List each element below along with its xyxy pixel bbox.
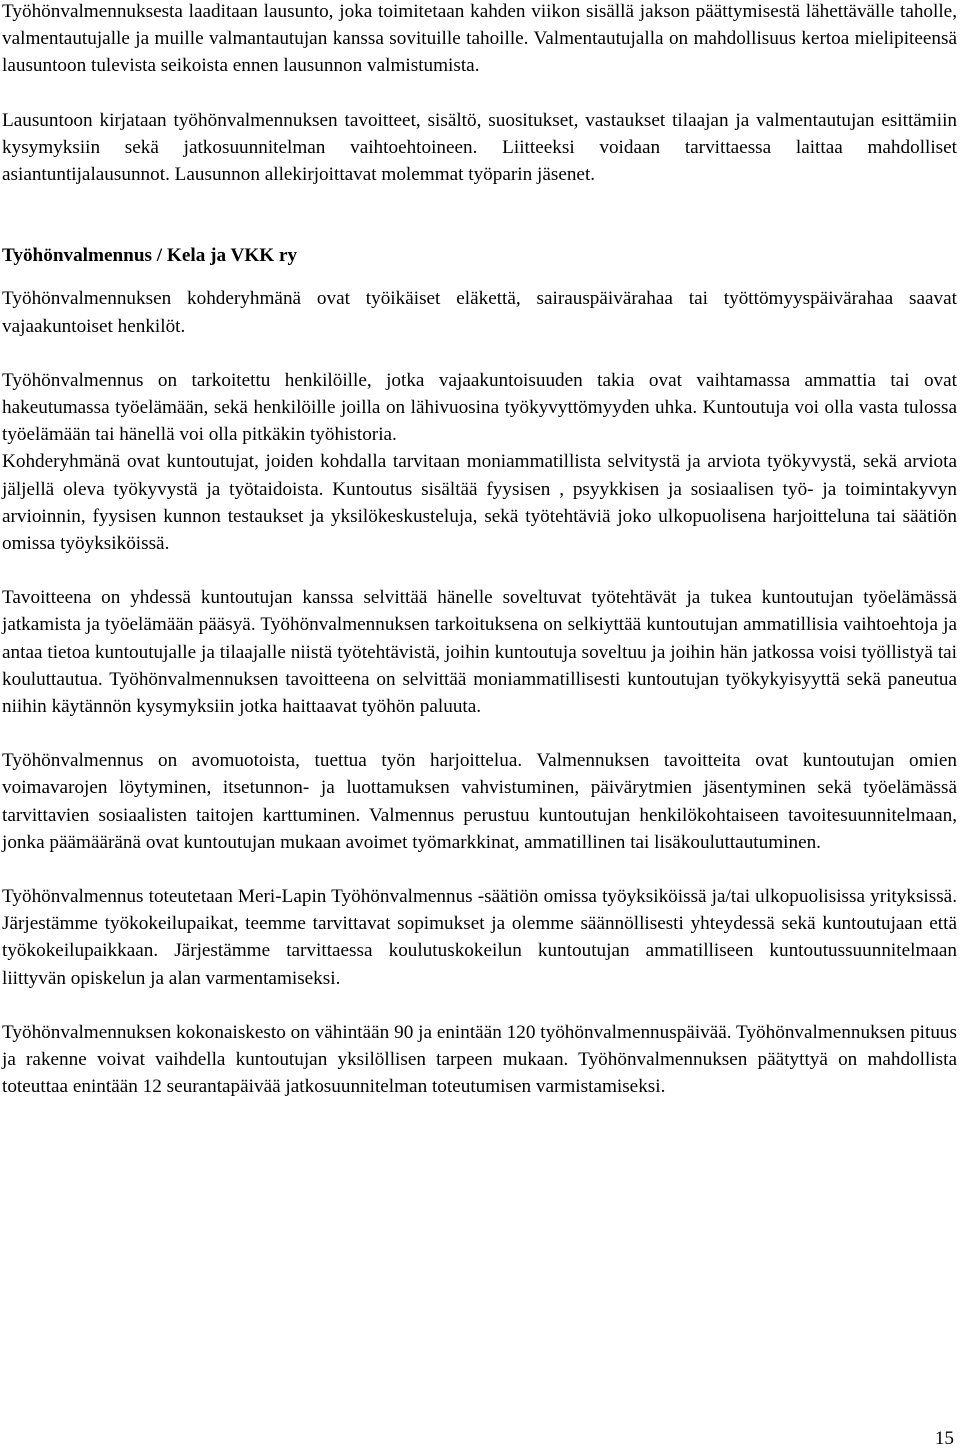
paragraph-lausunto: Työhönvalmennuksesta laaditaan lausunto, joka toimitetaan kahden viikon sisällä jakson päättymisestä lähettävälle taholle, valmentautujalle ja muille valmantautujan kanssa sovituille tahoille. Valmentautujalla on mahdollisuus kertoa mielipiteensä lausuntoon tulevista seikoista ennen lausunnon valmistumista. (2, 1, 957, 77)
paragraph-avomuotoista: Työhönvalmennus on avomuotoista, tuettua työn harjoittelua. Valmennuksen tavoitteita ovat kuntoutujan omien voimavarojen löytyminen, itsetunnon- ja luottamuksen vahvistuminen, päivärytmien jäsentyminen sekä työelämässä tarvittavien sosiaalisten taitojen karttuminen. Valmennus perustuu kuntoutujan henkilökohtaiseen tavoitesuunnitelmaan, jonka päämääränä ovat kuntoutujan mukaan avoimet työmarkkinat, ammatillinen tai lisäkouluttautuminen. (2, 750, 957, 853)
paragraph-tarkoitettu: Työhönvalmennus on tarkoitettu henkilöille, jotka vajaakuntoisuuden takia ovat vaihtamassa ammattia tai ovat hakeutumassa työelämään, sekä henkilöille joilla on lähivuosina työkyvyttömyyden uhka. Kuntoutuja voi olla vasta tulossa työelämään tai hänellä voi olla pitkäkin työhistoria. (2, 369, 957, 446)
paragraph-toteutetaan: Työhönvalmennus toteutetaan Meri-Lapin Työhönvalmennus -säätiön omissa työyksiköissä ja/tai ulkopuolisissa yrityksissä. Järjestämme työkokeilupaikat, teemme tarvittavat sopimukset ja olemme säännöllisesti yhteydessä sekä kuntoutujaan että työkokeilupaikkaan. Järjestämme tarvittaessa koulutuskokeilun kuntoutujan ammatilliseen kuntoutussuunnitelmaan liittyvän opiskelun ja alan varmentamiseksi. (2, 886, 957, 989)
paragraph-kohderyhma: Työhönvalmennuksen kohderyhmänä ovat työikäiset eläkettä, sairauspäivärahaa tai työttömyyspäivärahaa saavat vajaakuntoiset henkilöt. (2, 288, 957, 337)
page-number: 15 (934, 1428, 954, 1449)
section-heading: Työhönvalmennus / Kela ja VKK ry (2, 245, 298, 267)
paragraph-lausunnon-sisalto: Lausuntoon kirjataan työhönvalmennuksen tavoitteet, sisältö, suositukset, vastaukset tilaajan ja valmentautujan esittämiin kysymyksiin sekä jatkosuunnitelman vaihtoehtoineen. Liitteeksi voidaan tarvittaessa laittaa mahdolliset asiantuntijalausunnot. Lausunnon allekirjoittavat molemmat työparin jäsenet. (2, 109, 957, 186)
paragraph-tavoitteena: Tavoitteena on yhdessä kuntoutujan kanssa selvittää hänelle soveltuvat työtehtävät ja tukea kuntoutujan työelämässä jatkamista ja työelämään pääsyä. Työhönvalmennuksen tarkoituksena on selkiyttää kuntoutujan ammatillisia vaihtoehtoja ja antaa tietoa kuntoutujalle ja tilaajalle niistä työtehtävistä, joihin kuntoutuja soveltuu ja joihin hän jatkossa voisi työllistyä tai kouluttautua. Työhönvalmennuksen tavoitteena on selvittää moniammatillisesti kuntoutujan työkykyisyyttä sekä paneutua niihin käytännön kysymyksiin jotka haittaavat työhön paluuta. (2, 587, 957, 718)
document-page (2, 0, 957, 1101)
paragraph-kohderyhma-kuntoutujat: Kohderyhmänä ovat kuntoutujat, joiden kohdalla tarvitaan moniammatillista selvitystä ja arviota työkyvystä, sekä arviota jäljellä oleva työkyvystä ja työtaidoista. Kuntoutus sisältää fyysisen , psyykkisen ja sosiaalisen työ- ja toimintakyvyn arvioinnin, fyysisen kunnon testaukset ja yksilökeskusteluja, sekä työtehtäviä joko ulkopuolisena harjoitteluna tai säätiön omissa työyksiköissä. (2, 451, 957, 555)
paragraph-kokonaiskesto: Työhönvalmennuksen kokonaiskesto on vähintään 90 ja enintään 120 työhönvalmennuspäivää. Työhönvalmennuksen pituus ja rakenne voivat vaihdella kuntoutujan yksilöllisen tarpeen mukaan. Työhönvalmennuksen päätyttyä on mahdollista toteuttaa enintään 12 seurantapäivää jatkosuunnitelman toteutumisen varmistamiseksi. (2, 1021, 957, 1098)
